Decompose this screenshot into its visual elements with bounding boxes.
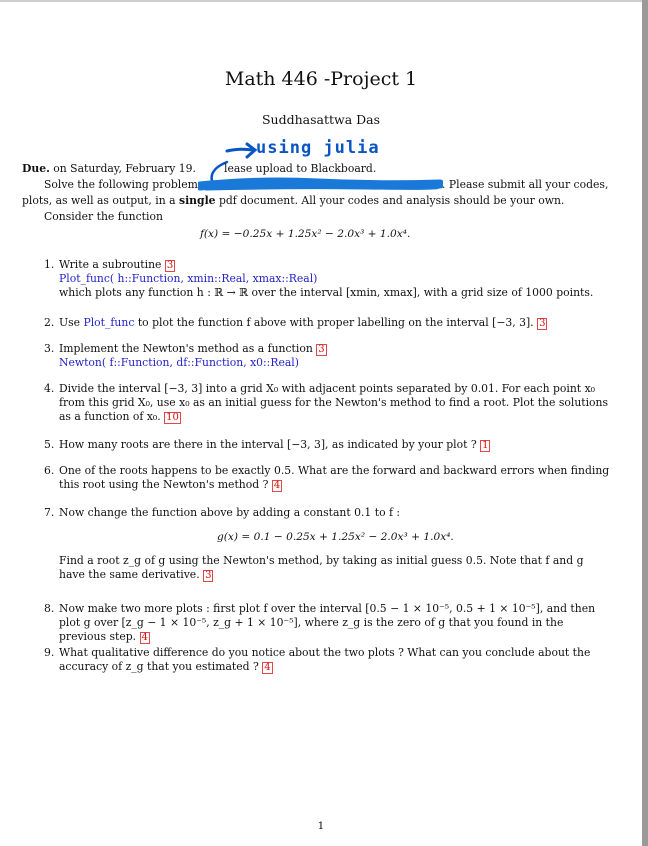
redaction-scribble [198,176,443,192]
code-signature: Newton( f::Function, df::Function, x0::Real) [59,356,299,369]
points-badge: 10 [166,412,179,423]
points-badge: 1 [482,440,489,451]
problem-8: 8. Now make two more plots : first plot f over the interval [0.5 − 1 × 10⁻⁵, 0.5 + 1 × 10⁻⁵], and then plot g over [z_g − 1 × 10⁻⁵, z_g + 1 × 10⁻⁵], where z_g is the zero of g that you found in the previous step. 4 [44,602,596,643]
page-title: Math 446 -Project 1 [224,68,418,90]
single-emphasis: single [178,194,216,207]
code-ref: Plot_func [83,316,135,329]
problem-7: 7. Now change the function above by adding a constant 0.1 to f : g(x) = 0.1 − 0.25x + 1.25x² − 2.0x³ + 1.0x⁴. Find a root z_g of g using the Newton's method, by taking as initial guess 0.5. Note that f and g have the same derivative. 3 [44,506,610,582]
points-badge: 3 [166,260,174,271]
function-f-equation: f(x) = −0.25x + 1.25x² − 2.0x³ + 1.0x⁴. [200,228,411,240]
page-top-edge [0,0,648,2]
code-signature: Plot_func( h::Function, xmin::Real, xmax::Real) [59,272,318,285]
author-name: Suddhasattwa Das [261,112,381,127]
problem-9: 9. What qualitative difference do you notice about the two plots ? What can you conclude about the accuracy of z_g that you estimated ? 4 [44,646,591,673]
problem-4: 4. Divide the interval [−3, 3] into a grid X₀ with adjacent points separated by 0.01. For each point x₀ from this grid X₀, use x₀ as an initial guess for the Newton's method to find a root. Plot the solutions as a function of x₀. 10 [44,382,609,423]
problem-3: 3. Implement the Newton's method as a function 3 Newton( f::Function, df::Function, x0::Real) [44,342,325,369]
page-number: 1 [317,820,325,832]
problem-2: 2. Use Plot_func to plot the function f above with proper labelling on the interval [−3, 3]. 3 [44,316,546,329]
points-badge: 4 [264,662,271,673]
handwritten-note: using julia [256,138,380,158]
points-badge: 4 [273,480,281,491]
points-badge: 3 [318,344,325,355]
instructions-line: plots, as well as output, in a single pdf document. All your codes and analysis should be your own. [22,194,565,207]
due-label: Due. [22,162,50,175]
viewer-scrollbar[interactable] [642,0,648,846]
solve-intro: Solve the following problems [44,178,204,191]
points-badge: 3 [539,318,546,329]
function-g-equation: g(x) = 0.1 − 0.25x + 1.25x² − 2.0x³ + 1.0x⁴. [217,531,454,543]
upload-note: lease upload to Blackboard. [224,162,377,175]
problem-6: 6. One of the roots happens to be exactly 0.5. What are the forward and backward errors when finding this root using the Newton's method ? 4 [44,464,610,491]
points-badge: 4 [141,632,148,643]
consider-text: Consider the function [44,210,163,223]
problem-1: 1. Write a subroutine 3 Plot_func( h::Function, xmin::Real, xmax::Real) which plots any function h : ℝ → ℝ over the interval [xmin, xmax], with a grid size of 1000 points. [44,258,594,299]
due-line [22,162,196,176]
problem-5: 5. How many roots are there in the interval [−3, 3], as indicated by your plot ? 1 [44,438,489,451]
solve-submit: . Please submit all your codes, [442,178,609,191]
points-badge: 3 [205,570,212,581]
due-text: on Saturday, February 19. [53,162,196,175]
